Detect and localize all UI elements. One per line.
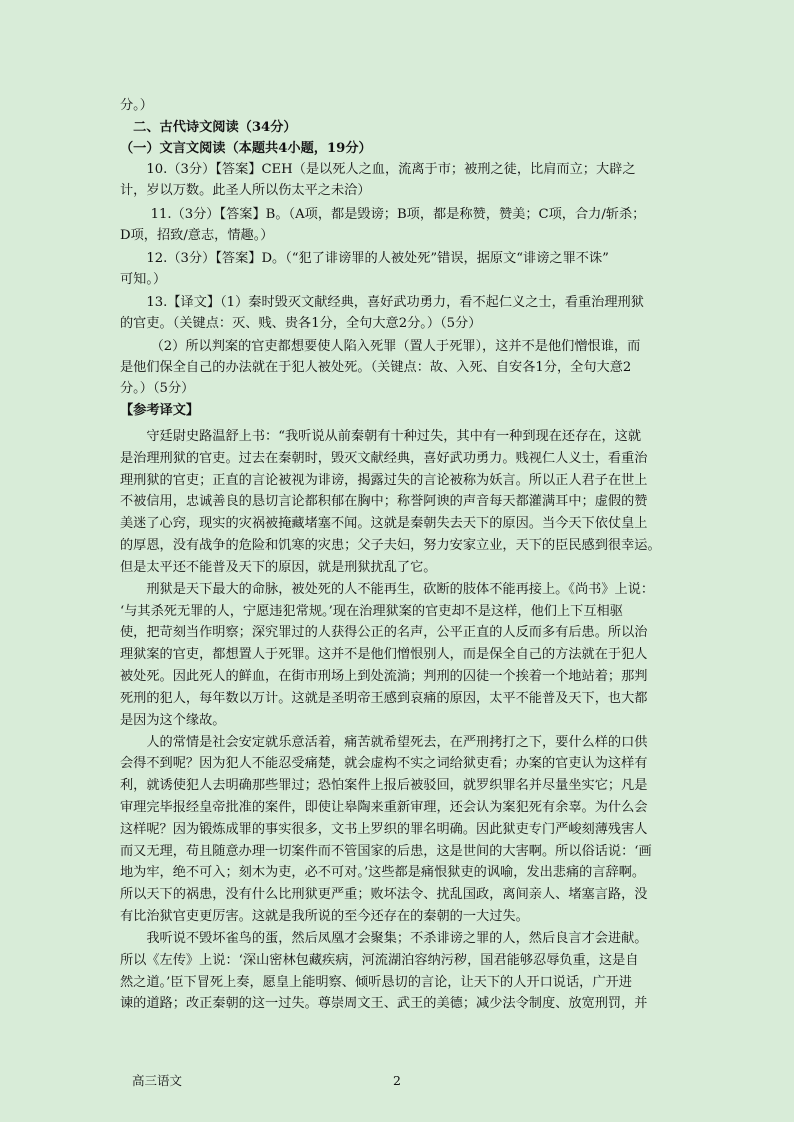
text-line: 谏的道路；改正秦朝的这一过失。尊崇周文王、武王的美德；减少法令制度、放宽刑罚，并 bbox=[120, 996, 648, 1011]
text-line: 刑狱是天下最大的命脉，被处死的人不能再生，砍断的肢体不能再接上。《尚书》上说： bbox=[120, 582, 655, 597]
text-line: 所以天下的祸患，没有什么比刑狱更严重；败坏法令、扰乱国政，离间亲人、堵塞言路，没 bbox=[120, 887, 648, 902]
text-line: 被处死。因此死人的鲜血，在街市刑场上到处流淌；判刑的囚徒一个挨着一个地站着；那判 bbox=[120, 669, 648, 684]
text-line: 守廷尉史路温舒上书：“我听说从前秦朝有十种过失，其中有一种到现在还存在，这就 bbox=[120, 429, 642, 444]
text-line: 审理完毕报经皇帝批准的案件，即使让皋陶来重新审理，还会认为案犯死有余辜。为什么会 bbox=[120, 800, 648, 815]
subsection-heading: （一）文言文阅读（本题共4小题，19分） bbox=[120, 141, 372, 156]
text-line: 12.（3分）【答案】D。（“犯了诽谤罪的人被处死”错误，据原文“诽谤之罪不诛” bbox=[120, 251, 609, 266]
text-line: 所以《左传》上说：‘深山密林包藏疾病，河流湖泊容纳污秽，国君能够忍辱负重，这是自 bbox=[120, 953, 639, 968]
text-line: 是治理刑狱的官吏。过去在秦朝时，毁灭文献经典，喜好武功勇力。贱视仁人义士，看重治 bbox=[120, 451, 648, 466]
text-line: 地为牢，绝不可入；刻木为吏，必不可对。’这些都是痛恨狱吏的讽喻，发出悲痛的言辞啊。 bbox=[120, 865, 646, 880]
text-line: 11.（3分）【答案】B。（A项，都是毁谤；B项，都是称赞，赞美；C项，合力/斩杀； bbox=[120, 207, 646, 222]
text-line: 是因为这个缘故。 bbox=[120, 713, 226, 728]
text-line: 可知。） bbox=[120, 272, 167, 287]
text-line: 理狱案的官吏，都想置人于死罪。这并不是他们憎恨别人，而是保全自己的方法就在于犯人 bbox=[120, 647, 648, 662]
text-line: 的厚恩，没有战争的危险和饥寒的灾患；父子夫妇，努力安家立业，天下的臣民感到很幸运。 bbox=[120, 538, 661, 553]
reference-heading: 【参考译文】 bbox=[120, 403, 200, 418]
text-line: 然之道。’臣下冒死上奏，愿皇上能明察、倾听恳切的言论，让天下的人开口说话，广开进 bbox=[120, 975, 632, 990]
text-line: 的官吏。（关键点：灭、贱、贵各1分，全句大意2分。）（5分） bbox=[120, 316, 482, 331]
text-line: 但是太平还不能普及天下的原因，就是刑狱扰乱了它。 bbox=[120, 560, 437, 575]
text-line: ‘与其杀死无罪的人，宁愿违犯常规。’现在治理狱案的官吏却不是这样，他们上下互相驱 bbox=[120, 604, 623, 619]
footer-subject: 高三语文 bbox=[132, 1073, 183, 1088]
text-line: 计，岁以万数。此圣人所以伤太平之未洽） bbox=[120, 183, 371, 198]
text-line: 使，把苛刻当作明察；深究罪过的人获得公正的名声，公平正直的人反而多有后患。所以治 bbox=[120, 625, 648, 640]
text-line: 分。） bbox=[120, 98, 153, 113]
text-line: 人的常情是社会安定就乐意活着，痛苦就希望死去，在严刑拷打之下，要什么样的口供 bbox=[120, 735, 648, 750]
text-line: 这样呢？因为锻炼成罪的事实很多，文书上罗织的罪名明确。因此狱吏专门严峻刻薄残害人 bbox=[120, 822, 648, 837]
text-line: 美迷了心窍，现实的灾祸被掩藏堵塞不闻。这就是秦朝失去天下的原因。当今天下依仗皇上 bbox=[120, 516, 648, 531]
text-line: 不被信用，忠诚善良的恳切言论都积郁在胸中；称誉阿谀的声音每天都灌满耳中；虚假的赞 bbox=[120, 494, 648, 509]
text-line: 10.（3分）【答案】CEH（是以死人之血，流离于市；被刑之徒，比肩而立；大辟之 bbox=[120, 162, 636, 177]
text-line: 死刑的犯人，每年数以万计。这就是圣明帝王感到哀痛的原因，太平不能普及天下，也大都 bbox=[120, 691, 648, 706]
text-line: 理刑狱的官吏；正直的言论被视为诽谤，揭露过失的言论被称为妖言。所以正人君子在世上 bbox=[120, 473, 648, 488]
footer-page-number: 2 bbox=[393, 1073, 401, 1088]
text-line: 分。）（5分） bbox=[120, 381, 195, 396]
text-line: 是他们保全自己的办法就在于犯人被处死。（关键点：故、入死、自安各1分，全句大意2 bbox=[120, 360, 632, 375]
text-line: 而又无理，苟且随意办理一切案件而不管国家的后患，这是世间的大害啊。所以俗话说：‘画 bbox=[120, 844, 652, 859]
text-line: 有比治狱官吏更厉害。这就是我所说的至今还存在的秦朝的一大过失。 bbox=[120, 909, 529, 924]
text-line: 我听说不毁坏雀鸟的蛋，然后凤凰才会聚集；不杀诽谤之罪的人，然后良言才会进献。 bbox=[120, 931, 648, 946]
section-heading: 二、古代诗文阅读（34分） bbox=[120, 120, 297, 135]
text-line: 利，就诱使犯人去明确那些罪过；恐怕案件上报后被驳回，就罗织罪名并尽量坐实它；凡是 bbox=[120, 778, 648, 793]
text-line: 13.【译文】（1）秦时毁灭文献经典，喜好武功勇力，看不起仁义之士，看重治理刑狱 bbox=[120, 295, 644, 310]
text-line: 会得不到呢？因为犯人不能忍受痛楚，就会虚构不实之词给狱吏看；办案的官吏认为这样有 bbox=[120, 756, 648, 771]
text-line: D项，招致/意志，情趣。） bbox=[120, 228, 274, 243]
text-line: （2）所以判案的官吏都想要使人陷入死罪（置人于死罪），这并不是他们憎恨谁，而 bbox=[120, 339, 641, 354]
